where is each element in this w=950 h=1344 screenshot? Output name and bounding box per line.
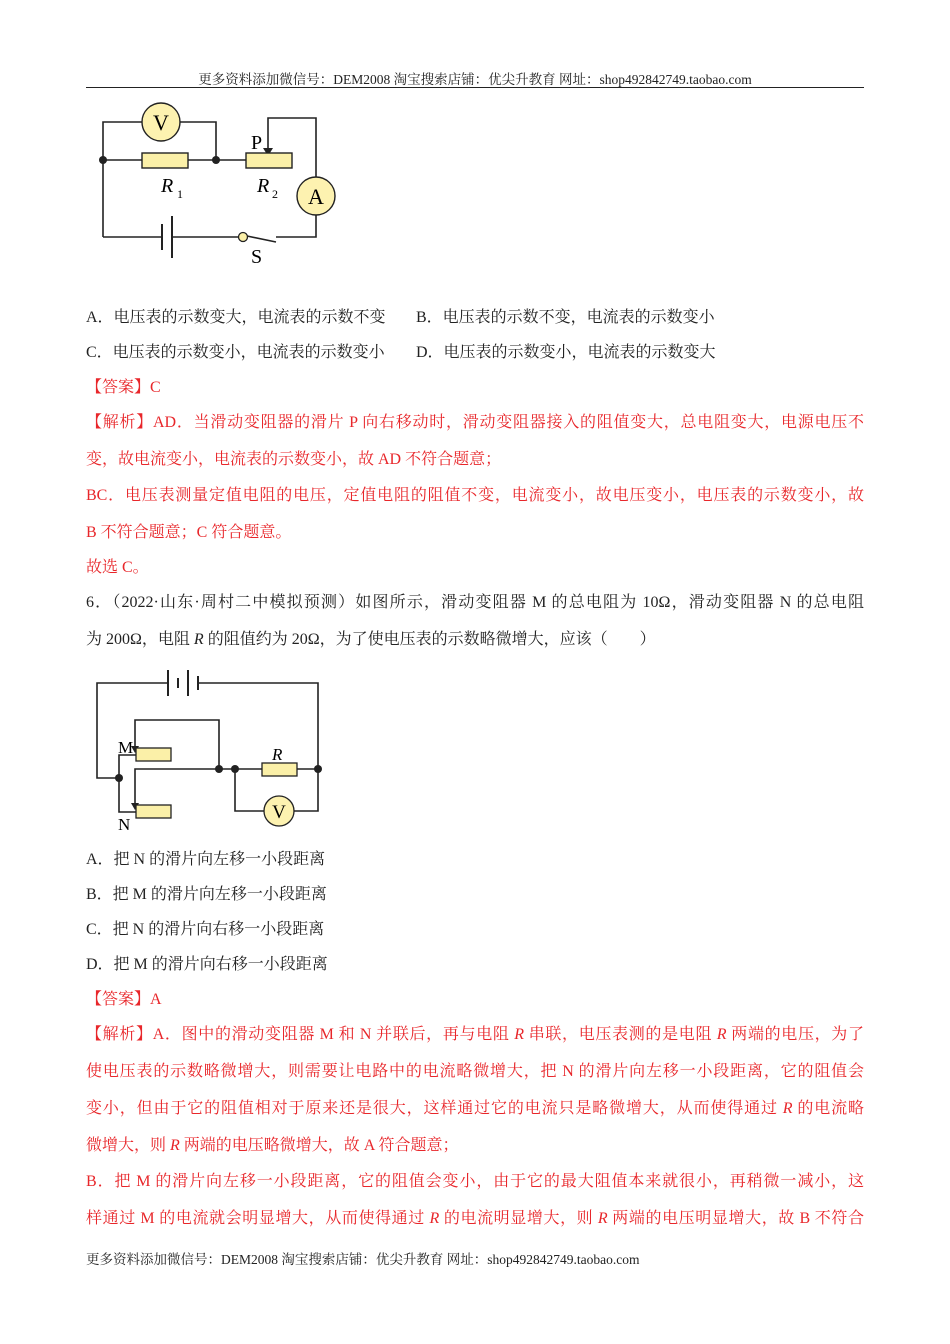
- q5-options-row1: [86, 308, 864, 328]
- resistor-r1: [142, 153, 188, 168]
- q5-analysis-line: 【解析】AD．当滑动变阻器的滑片 P 向右移动时，滑动变阻器接入的阻值变大，总电阻变大，电源电压不: [86, 414, 864, 431]
- page-footer: 更多资料添加微信号：DEM2008 淘宝搜索店铺：优尖升教育 网址：shop492842749.taobao.com: [86, 1252, 640, 1267]
- q5-option-d: D．电压表的示数变小，电流表的示数变大: [416, 344, 716, 361]
- q5-options-row2: [86, 343, 864, 363]
- rheostat-m: [136, 748, 171, 761]
- resistor-r: [262, 763, 297, 776]
- q5-analysis-line: BC．电压表测量定值电阻的电压，定值电阻的阻值不变，电流变小，故电压变小，电压表的示数变小，故: [86, 487, 864, 504]
- q6-stem: 为 200Ω，电阻 R 的阻值约为 20Ω，为了使电压表的示数略微增大，应该（ ）: [86, 631, 656, 648]
- slider-label: P: [251, 132, 263, 154]
- circuit-diagram-2: [86, 660, 336, 835]
- r2-subscript: 2: [272, 187, 278, 201]
- rheostat-n: [136, 805, 171, 818]
- q5-analysis-line: 变，故电流变小，电流表的示数变小，故 AD 不符合题意；: [86, 451, 502, 468]
- q5-analysis-line: 故选 C。: [86, 559, 149, 576]
- header-rule: [86, 87, 864, 88]
- m-label: M: [118, 738, 134, 757]
- q6-option-d: D．把 M 的滑片向右移一小段距离: [86, 956, 328, 973]
- voltmeter-label: V: [153, 110, 169, 135]
- q6-stem: 6．（2022·山东·周村二中模拟预测）如图所示，滑动变阻器 M 的总电阻为 10Ω，滑动变阻器 N 的总电阻: [86, 594, 864, 611]
- q5-option-b: B．电压表的示数不变，电流表的示数变小: [416, 309, 715, 326]
- q6-analysis-line: 样通过 M 的电流就会明显增大，从而使得通过 R 的电流明显增大，则 R 两端的电压明显增大，故 B 不符合: [86, 1210, 864, 1227]
- rheostat-r2: [246, 153, 292, 168]
- voltmeter-label: V: [272, 802, 286, 823]
- q6-analysis-line: 微增大，则 R 两端的电压略微增大，故 A 符合题意；: [86, 1137, 459, 1154]
- r1-subscript: 1: [177, 187, 183, 201]
- page-header: 更多资料添加微信号：DEM2008 淘宝搜索店铺：优尖升教育 网址：shop492842749.taobao.com: [198, 72, 752, 87]
- q6-analysis-line: 【解析】A．图中的滑动变阻器 M 和 N 并联后，再与电阻 R 串联，电压表测的是电阻 R 两端的电压，为了: [86, 1026, 864, 1043]
- n-label: N: [118, 815, 131, 834]
- q6-analysis-line: 使电压表的示数略微增大，则需要让电路中的电流略微增大，把 N 的滑片向左移一小段距离，它的阻值会: [86, 1063, 864, 1080]
- q5-option-c: C．电压表的示数变小，电流表的示数变小: [86, 344, 385, 361]
- q5-analysis-line: B 不符合题意；C 符合题意。: [86, 524, 292, 541]
- q6-option-b: B．把 M 的滑片向左移一小段距离: [86, 886, 327, 903]
- q6-analysis-line: 变小，但由于它的阻值相对于原来还是很大，这样通过它的电流只是略微增大，从而使得通过 R 的电流略: [86, 1100, 864, 1117]
- circuit-diagram-1: [86, 100, 346, 270]
- q6-analysis-line: B．把 M 的滑片向左移一小段距离，它的阻值会变小，由于它的最大阻值本来就很小，再稍微一减小，这: [86, 1173, 864, 1190]
- q5-option-a: A．电压表的示数变大，电流表的示数不变: [86, 309, 386, 326]
- ammeter-label: A: [308, 184, 324, 209]
- r2-label: R: [257, 175, 270, 197]
- q6-option-c: C．把 N 的滑片向右移一小段距离: [86, 921, 325, 938]
- q6-option-a: A．把 N 的滑片向左移一小段距离: [86, 851, 326, 868]
- r1-label: R: [161, 175, 174, 197]
- switch-label: S: [251, 246, 263, 268]
- q5-answer: 【答案】C: [86, 379, 161, 396]
- r-label: R: [272, 745, 283, 764]
- q6-answer: 【答案】A: [86, 991, 162, 1008]
